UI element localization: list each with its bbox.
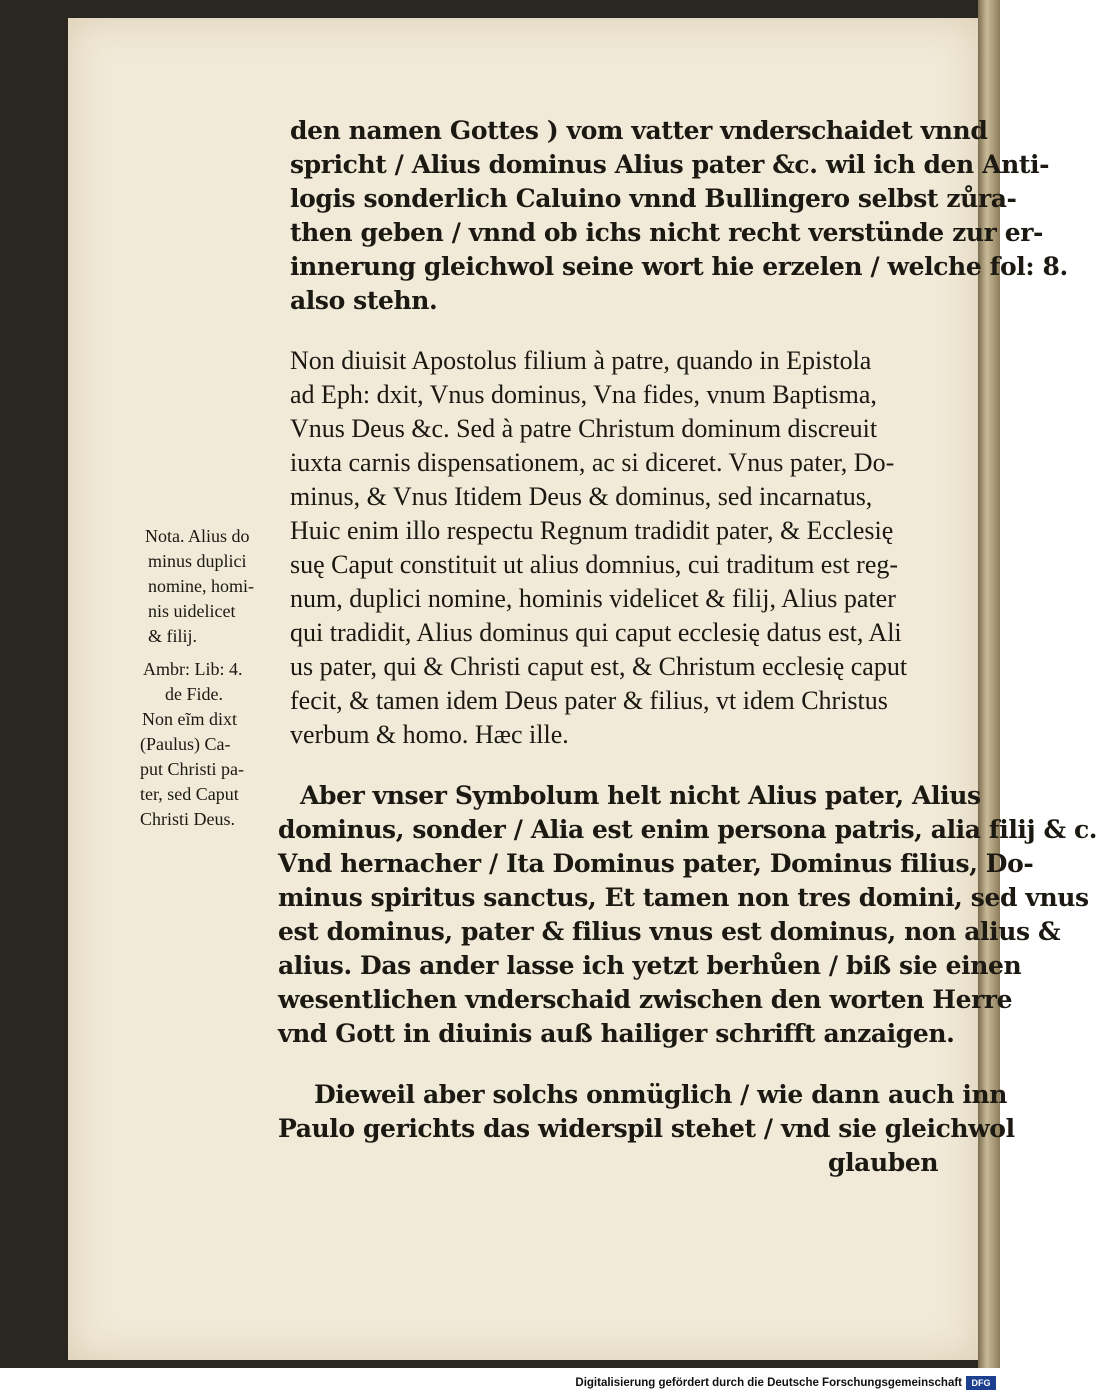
text-line: minus, & Vnus Itidem Deus & dominus, sed incarnatus,: [290, 482, 873, 511]
margin-note-line: de Fide.: [165, 684, 223, 704]
margin-note-line: ter, sed Caput: [140, 784, 239, 804]
text-line: also stehn.: [290, 286, 438, 315]
text-line: vnd Gott in diuinis auß hailiger schrifft anzaigen.: [278, 1019, 955, 1048]
book-page: [68, 18, 1097, 1360]
catchword: glauben: [828, 1148, 939, 1177]
text-line: then geben / vnnd ob ichs nicht recht verstünde zur er-: [290, 218, 1044, 247]
text-line: iuxta carnis dispensationem, ac si diceret. Vnus pater, Do-: [290, 448, 895, 477]
text-line: logis sonderlich Caluino vnnd Bullingero selbst zůra-: [290, 184, 1017, 213]
text-line: qui tradidit, Alius dominus qui caput ecclesię datus est, Ali: [290, 618, 902, 647]
text-line: dominus, sonder / Alia est enim persona patris, alia filij & c.: [278, 815, 1097, 844]
text-line: Huic enim illo respectu Regnum tradidit pater, & Ecclesię: [290, 516, 894, 545]
text-line: Paulo gerichts das widerspil stehet / vnd sie gleichwol: [278, 1114, 1015, 1143]
margin-note-line: (Paulus) Ca-: [140, 734, 231, 754]
text-line: est dominus, pater & filius vnus est dominus, non alius &: [278, 917, 1061, 946]
text-line: Non diuisit Apostolus filium à patre, quando in Epistola: [290, 346, 872, 375]
text-line: den namen Gottes ) vom vatter vnderschaidet vnnd: [290, 116, 988, 145]
margin-note-line: nomine, homi-: [148, 576, 254, 596]
text-line: minus spiritus sanctus, Et tamen non tres domini, sed vnus: [278, 883, 1089, 912]
margin-note-line: minus duplici: [148, 551, 247, 571]
text-line: Dieweil aber solchs onmüglich / wie dann auch inn: [314, 1080, 1008, 1109]
text-line: Vnd hernacher / Ita Dominus pater, Dominus filius, Do-: [278, 849, 1034, 878]
text-line: fecit, & tamen idem Deus pater & filius, vt idem Christus: [290, 686, 888, 715]
margin-note-line: Christi Deus.: [140, 809, 236, 829]
funding-credit: Digitalisierung gefördert durch die Deutsche Forschungsgemeinschaft: [575, 1377, 962, 1389]
text-line: verbum & homo. Hæc ille.: [290, 720, 569, 749]
text-line: us pater, qui & Christi caput est, & Christum ecclesię caput: [290, 652, 908, 681]
text-line: spricht / Alius dominus Alius pater &c. wil ich den Anti-: [290, 150, 1050, 179]
text-line: suę Caput constituit ut alius domnius, cui traditum est reg-: [290, 550, 899, 579]
text-line: wesentlichen vnderschaid zwischen den worten Herre: [278, 985, 1013, 1014]
text-line: ad Eph: dxit, Vnus dominus, Vna fides, vnum Baptisma,: [290, 380, 877, 409]
footer-bar: [0, 1374, 1000, 1393]
margin-note-line: Ambr: Lib: 4.: [143, 659, 243, 679]
margin-note-line: & filij.: [148, 626, 197, 646]
text-line: alius. Das ander lasse ich yetzt berhůen / biß sie einen: [278, 951, 1022, 980]
margin-note-line: put Christi pa-: [140, 759, 244, 779]
text-line: Vnus Deus &c. Sed à patre Christum dominum discreuit: [290, 414, 878, 443]
margin-note-line: nis uidelicet: [148, 601, 236, 621]
text-line: Aber vnser Symbolum helt nicht Alius pater, Alius: [300, 781, 981, 810]
dfg-logo: DFG: [966, 1376, 996, 1390]
text-line: innerung gleichwol seine wort hie erzelen / welche fol: 8.: [290, 252, 1068, 281]
margin-note-line: Non eĩm dixt: [142, 709, 237, 729]
margin-note-line: Nota. Alius do: [145, 526, 250, 546]
text-line: num, duplici nomine, hominis videlicet & filij, Alius pater: [290, 584, 896, 613]
